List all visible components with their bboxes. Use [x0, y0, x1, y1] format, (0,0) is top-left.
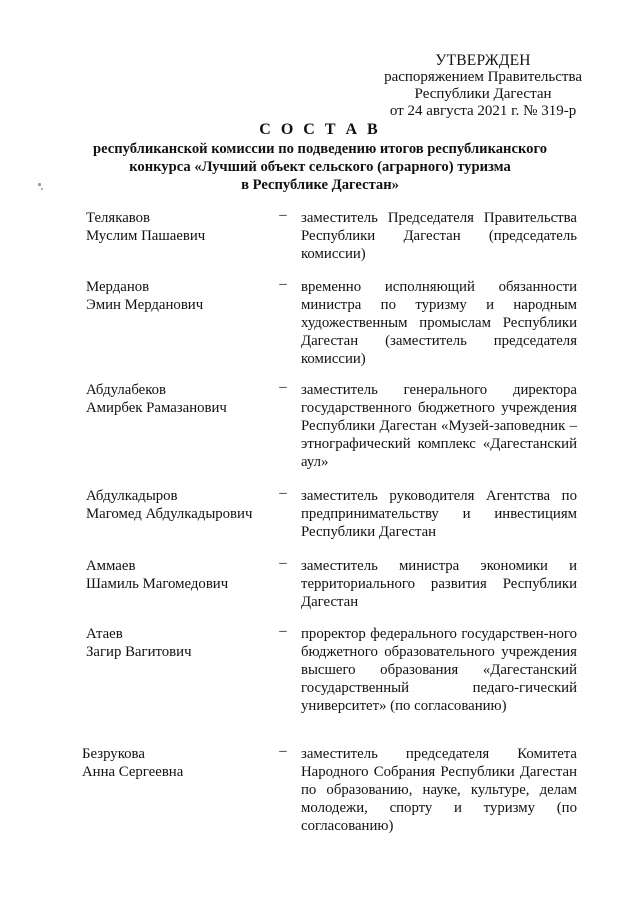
scan-speck	[41, 188, 43, 190]
member-given-names: Магомед Абдулкадырович	[86, 506, 253, 522]
member-role: заместитель министра экономики и территориального развития Республики Дагестан	[301, 558, 577, 610]
dash-separator: –	[279, 623, 287, 639]
member-name	[86, 487, 276, 523]
approval-line: распоряжением Правительства	[384, 69, 582, 85]
member-name	[86, 209, 276, 245]
member-given-names: Загир Вагитович	[86, 644, 192, 660]
scan-speck	[38, 183, 41, 186]
member-name	[86, 625, 276, 661]
approval-date-line: от 24 августа 2021 г. № 319-р	[389, 103, 577, 119]
member-given-names: Анна Сергеевна	[82, 764, 184, 780]
approval-line: Республики Дагестан	[414, 86, 552, 102]
member-surname: Атаев	[86, 626, 123, 642]
member-given-names: Амирбек Рамазанович	[86, 400, 227, 416]
member-role: временно исполняющий обязанности министра по туризму и народным художественным промыслам Республики Дагестан (заместитель председателя комиссии)	[301, 279, 577, 367]
member-surname: Телякавов	[86, 210, 151, 226]
member-role: заместитель генерального директора государственного бюджетного учреждения Республики Дагестан «Музей-заповедник – этнографический комплекс «Дагестанский аул»	[301, 382, 577, 470]
member-role: заместитель Председателя Правительства Республики Дагестан (председатель комиссии)	[301, 210, 577, 262]
member-surname: Безрукова	[82, 746, 145, 762]
member-name	[86, 381, 276, 417]
member-role: проректор федерального государствен-ного бюджетного образовательного учреждения высшего образования «Дагестанский государственный педаго-гический университет» (по согласованию)	[301, 626, 577, 714]
dash-separator: –	[279, 276, 287, 292]
document-subtitle-line: конкурса «Лучший объект сельского (аграрного) туризма	[129, 159, 511, 175]
member-given-names: Шамиль Магомедович	[86, 576, 229, 592]
document-subtitle-line: республиканской комиссии по подведению итогов республиканского	[92, 141, 548, 157]
member-name	[82, 745, 272, 781]
member-name	[86, 557, 276, 593]
dash-separator: –	[279, 485, 287, 501]
document-subtitle-line: в Республике Дагестан»	[241, 177, 399, 193]
member-surname: Абдулкадыров	[86, 488, 178, 504]
member-given-names: Эмин Мерданович	[86, 297, 204, 313]
member-role: заместитель председателя Комитета Народного Собрания Республики Дагестан по образованию, науке, культуре, делам молодежи, спорту и туризму (по согласованию)	[301, 746, 577, 834]
member-role: заместитель руководителя Агентства по предпринимательству и инвестициям Республики Дагестан	[301, 488, 577, 540]
member-given-names: Муслим Пашаевич	[86, 228, 206, 244]
member-name	[86, 278, 276, 314]
dash-separator: –	[279, 207, 287, 223]
dash-separator: –	[279, 743, 287, 759]
approval-title: УТВЕРЖДЕН	[435, 52, 531, 69]
document-title: С О С Т А В	[259, 121, 381, 138]
member-surname: Аммаев	[86, 558, 136, 574]
dash-separator: –	[279, 379, 287, 395]
member-surname: Абдулабеков	[86, 382, 167, 398]
member-surname: Мерданов	[86, 279, 150, 295]
dash-separator: –	[279, 555, 287, 571]
